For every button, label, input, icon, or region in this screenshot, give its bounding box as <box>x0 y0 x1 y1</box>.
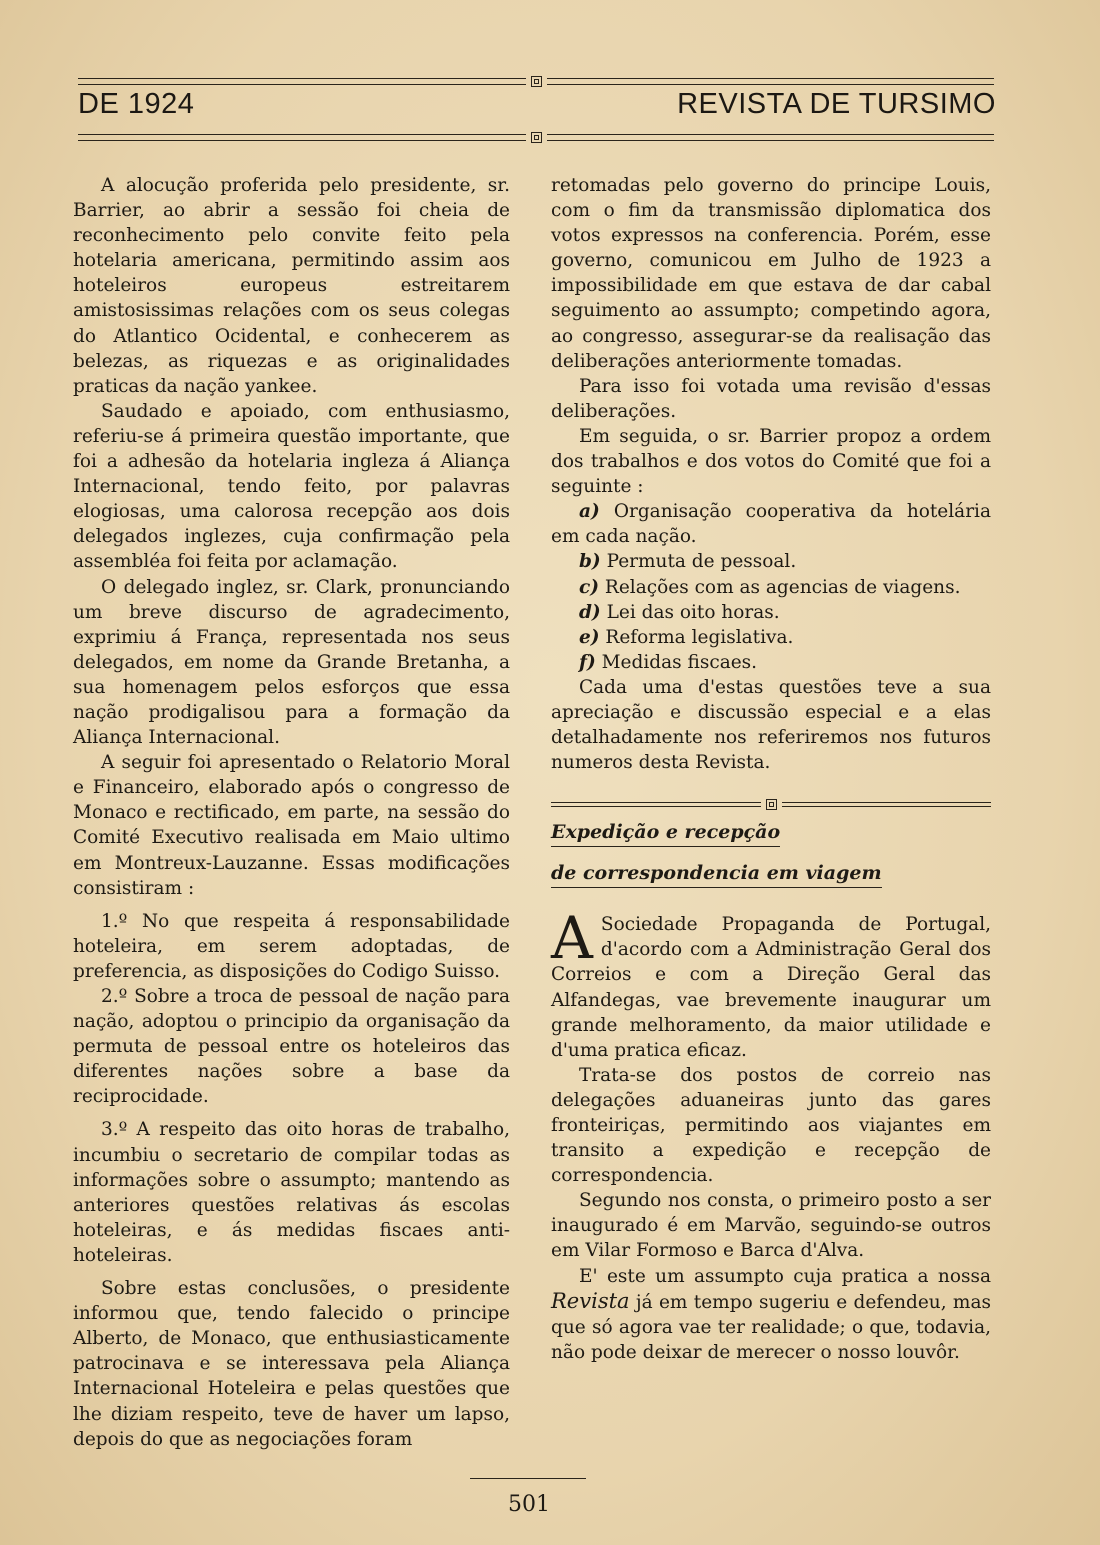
list-item <box>551 549 991 574</box>
list-letter: b) <box>579 551 601 573</box>
paragraph: Sobre estas conclusões, o presidente informou que, tendo falecido o principe Alberto, de Monaco, que enthusiasticamente patrocinava e se interessava pela Aliança Internacional Hoteleira e pelas questões que lhe diziam respeito, teve de haver um lapso, depois do que as negociações foram <box>73 1278 510 1450</box>
paragraph: Segundo nos consta, o primeiro posto a ser inaugurado é em Marvão, seguindo-se outros em Vilar Formoso e Barca d'Alva. <box>551 1190 991 1262</box>
paragraph: 2.º Sobre a troca de pessoal de nação para nação, adoptou o principio da organisação da permuta de pessoal entre os hoteleiros das diferentes nações sobre a base da reciprocidade. <box>73 986 510 1108</box>
double-rule <box>547 78 995 85</box>
running-header-title: REVISTA DE TURSIMO <box>677 88 996 120</box>
ornament-icon <box>766 799 777 810</box>
list-letter: d) <box>579 601 601 623</box>
paragraph: Saudado e apoiado, com enthusiasmo, referiu-se á primeira questão importante, que foi a adhesão da hotelaria ingleza á Aliança Internacional, tendo feito, por palavras elogiosas, uma calorosa recepção aos dois delegados inglezes, cuja confirmação pela assembléa foi feita por aclamação. <box>73 400 510 573</box>
paragraph: 3.º A respeito das oito horas de trabalho, incumbiu o secretario de compilar todas as informações sobre o assumpto; mantendo as anteriores questões relativas ás escolas hoteleiras, e ás medidas fiscaes anti-hoteleiras. <box>73 1119 510 1266</box>
paragraph: Para isso foi votada uma revisão d'essas deliberações. <box>551 375 991 422</box>
ornament-icon <box>531 132 542 143</box>
ornament-icon <box>531 76 542 87</box>
double-rule <box>78 78 526 85</box>
double-rule <box>551 802 761 807</box>
agenda-list <box>551 499 991 675</box>
paragraph: Em seguida, o sr. Barrier propoz a ordem dos trabalhos e dos votos do Comité que foi a seguinte : <box>551 425 991 498</box>
left-column <box>73 173 510 1452</box>
page-number: 501 <box>508 1492 550 1517</box>
list-letter: f) <box>579 651 596 673</box>
paragraph: retomadas pelo governo do principe Louis, com o fim da transmissão diplomatica dos votos expressos na conferencia. Porém, esse governo, comunicou em Julho de 1923 a impossibilidade em que estava de dar cabal seguimento ao assumpto; competindo agora, ao congresso, assegurar-se da realisação das deliberações anteriormente tomadas. <box>551 175 991 372</box>
list-text: Organisação cooperativa da hotelária em cada nação. <box>551 501 991 548</box>
paragraph: A seguir foi apresentado o Relatorio Moral e Financeiro, elaborado após o congresso de Monaco e rectificado, em parte, na sessão do Comité Executivo realisada em Maio ultimo em Montreux-Lauzanne. Essas modificações consistiram : <box>73 752 510 899</box>
list-letter: c) <box>579 576 600 598</box>
article-body <box>551 904 991 1063</box>
revista-word: Revista <box>551 1288 630 1313</box>
paragraph: 1.º No que respeita á responsabilidade hoteleira, em serem adoptadas, de preferencia, as disposições do Codigo Suisso. <box>73 910 510 982</box>
section-divider <box>551 799 991 810</box>
running-header-date: DE 1924 <box>78 88 195 120</box>
list-text: Medidas fiscaes. <box>601 651 758 673</box>
drop-cap: A <box>551 904 593 973</box>
list-item <box>551 625 991 650</box>
list-text: Reforma legislativa. <box>605 626 794 648</box>
paragraph: Trata-se dos postos de correio nas delegações aduaneiras junto das gares fronteiriças, permitindo aos viajantes em transito a expedição e recepção de correspondencia. <box>551 1064 991 1187</box>
list-text: Permuta de pessoal. <box>606 551 797 573</box>
list-letter: a) <box>579 501 600 523</box>
list-item <box>551 600 991 625</box>
list-text: Relações com as agencias de viagens. <box>604 576 961 598</box>
footer-rule <box>470 1478 586 1479</box>
list-item <box>551 650 991 675</box>
paragraph: Sociedade Propaganda de Portugal, d'acordo com a Administração Geral dos Correios e com a Direção Geral das Alfandegas, vae brevemente inaugurar um grande melhoramento, da maior utilidade e d'uma pratica eficaz. <box>551 914 991 1061</box>
paragraph: O delegado inglez, sr. Clark, pronunciando um breve discurso de agradecimento, exprimiu á França, representada nos seus delegados, em nome da Grande Bretanha, a sua homenagem pelos esforços que essa nação prodigalisou para a formação da Aliança Internacional. <box>73 576 510 749</box>
list-item <box>551 499 991 549</box>
list-item <box>551 575 991 600</box>
paragraph: Cada uma d'estas questões teve a sua apreciação e discussão especial e a elas detalhadamente nos referiremos nos futuros numeros desta Revista. <box>551 676 991 774</box>
header-bottom-rule <box>78 132 994 143</box>
paragraph-text: já em tempo sugeriu e defendeu, mas que só agora vae ter realidade; o que, todavia, não pode deixar de merecer o nosso louvôr. <box>551 1291 991 1363</box>
paragraph-text: E' este um assumpto cuja pratica a nossa <box>579 1265 991 1287</box>
double-rule <box>782 802 992 807</box>
double-rule <box>78 134 526 141</box>
paragraph <box>551 1264 991 1365</box>
right-column <box>551 173 991 1365</box>
section-heading-line1: Expedição e recepção <box>551 820 780 847</box>
paragraph: A alocução proferida pelo presidente, sr. Barrier, ao abrir a sessão foi cheia de reconhecimento pelo convite feito pela hotelaria americana, permitindo assim aos hoteleiros europeus estreitarem amistosissimas relações com os seus colegas do Atlantico Ocidental, e conhecerem as belezas, as riquezas e as originalidades praticas da nação yankee. <box>73 175 510 397</box>
header-top-rule <box>78 76 994 87</box>
list-letter: e) <box>579 626 600 648</box>
section-heading-line2: de correspondencia em viagem <box>551 861 882 888</box>
double-rule <box>547 134 995 141</box>
list-text: Lei das oito horas. <box>606 601 780 623</box>
